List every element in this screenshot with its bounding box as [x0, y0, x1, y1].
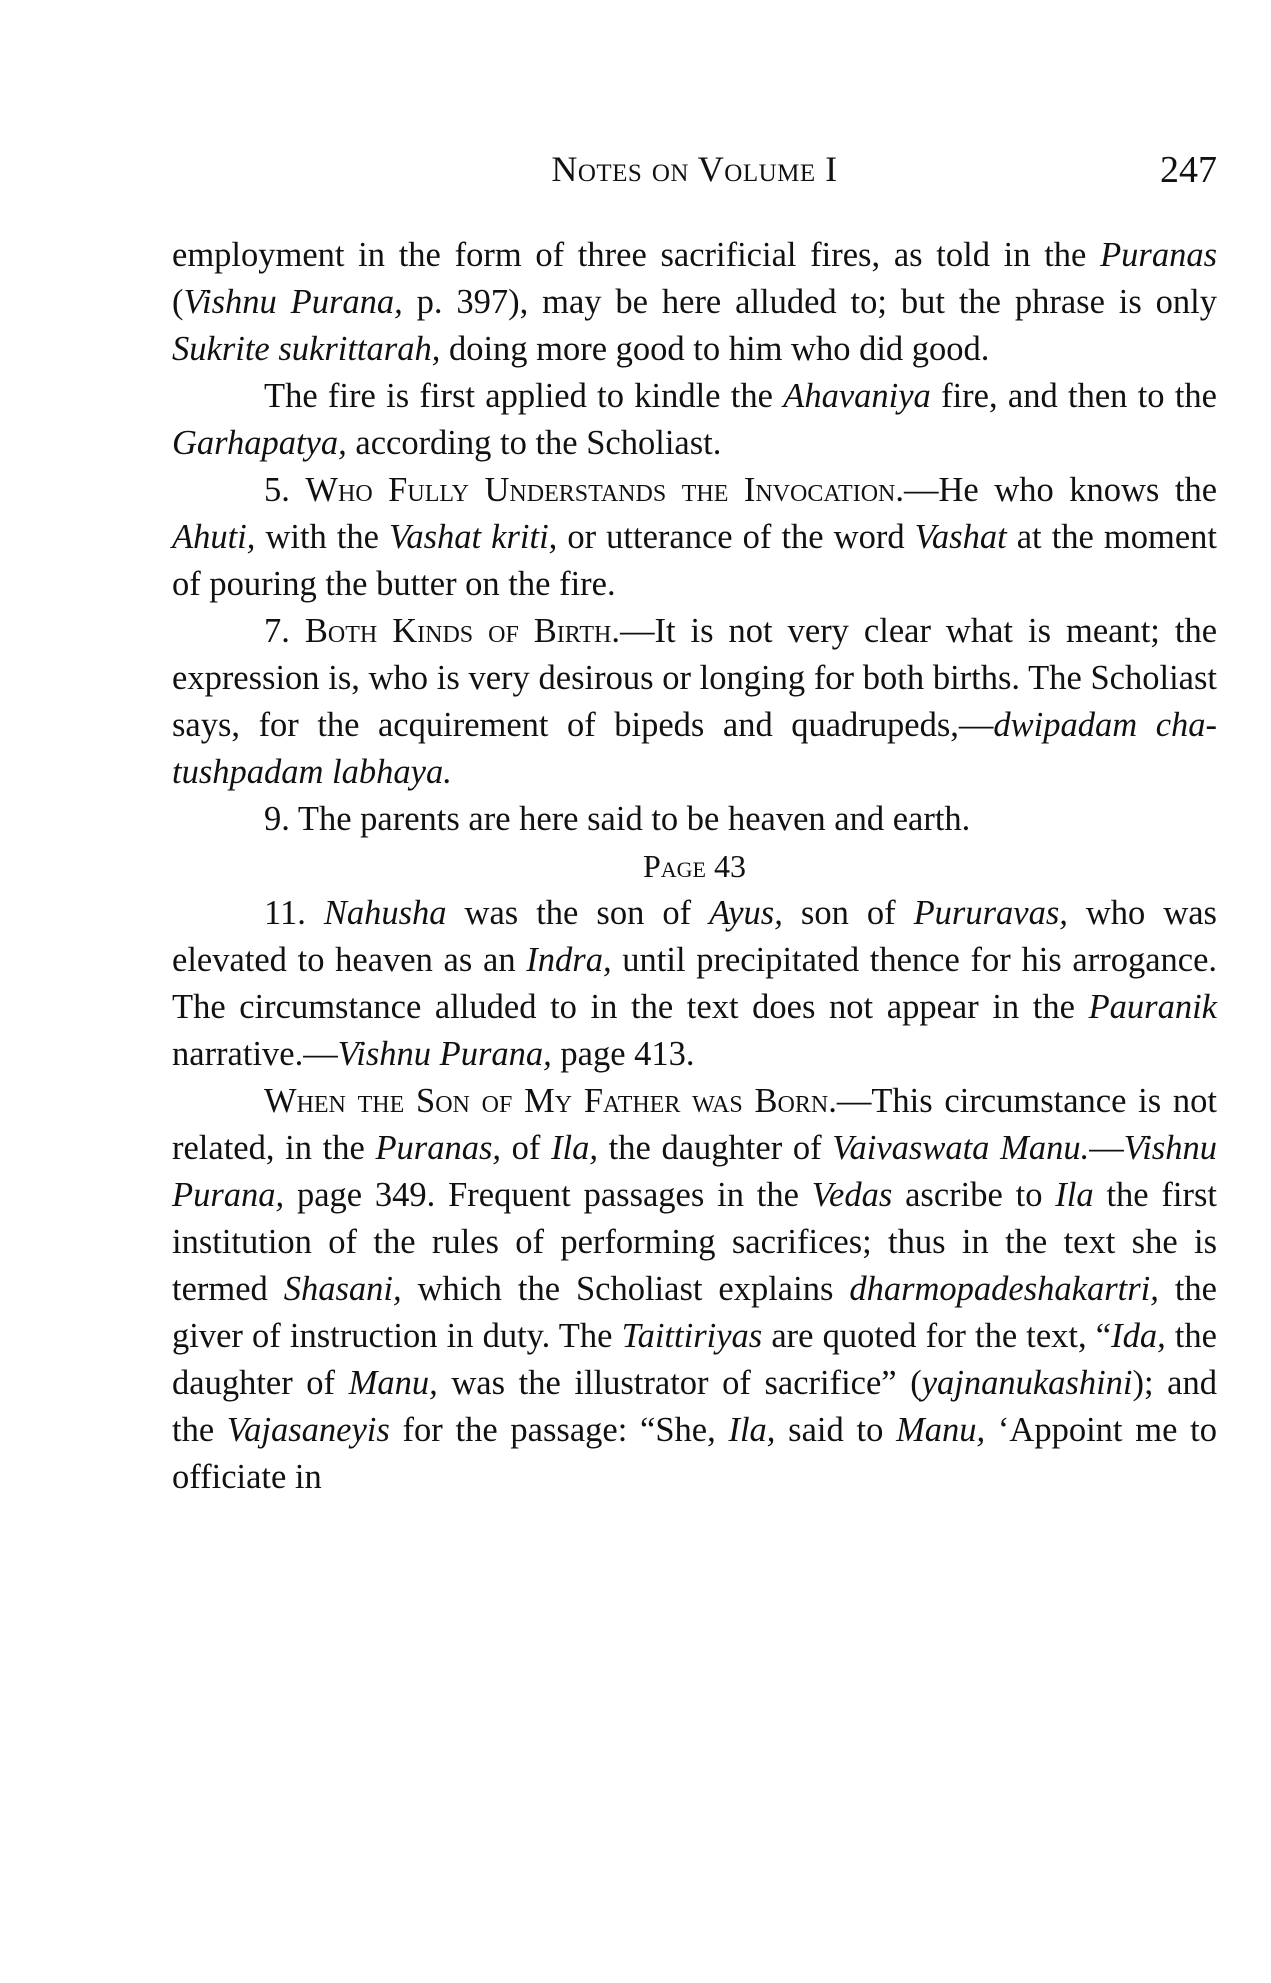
text-run: p. 397), may be here alluded to; but the phrase is only [402, 283, 1217, 321]
body-text [172, 232, 1217, 1501]
text-run: son of [782, 894, 914, 932]
text-run: the first institution of the rules of performing sacrifices; thus in the text she is termed [172, 1176, 1217, 1308]
note-paragraph [172, 467, 1217, 608]
italic-run: Pauranik [1088, 988, 1217, 1026]
text-run: at the moment of pouring the butter on the fire. [172, 518, 1217, 603]
section-heading: Page 43 [642, 848, 746, 884]
running-title: Notes on Volume I [551, 149, 838, 189]
text-run: page 349. Frequent passages in the [284, 1176, 812, 1214]
italic-run: Vashat kriti, [389, 518, 558, 556]
note-heading: Who Fully Understands the Invocation. [305, 471, 905, 509]
text-run: who was elevated to heaven as an [172, 894, 1217, 979]
italic-run: Vajasaneyis [226, 1411, 390, 1449]
text-run: said to [775, 1411, 897, 1449]
italic-run: Ayus, [709, 894, 783, 932]
italic-run: Vishnu Purana, [183, 283, 403, 321]
italic-run: Nahusha [323, 894, 447, 932]
text-run: employment in the form of three sacrificial fires, as told in the [172, 236, 1101, 274]
running-head [172, 148, 1217, 198]
italic-run: Ila [1055, 1176, 1094, 1214]
note-paragraph [172, 1078, 1217, 1501]
italic-run: Vashat [914, 518, 1007, 556]
paragraph [172, 373, 1217, 467]
text-run: according to the Scholiast. [346, 424, 722, 462]
text-run: ); and the [172, 1364, 1217, 1449]
paragraph [172, 232, 1217, 373]
note-paragraph [172, 796, 1217, 843]
italic-run: Ahavaniya [783, 377, 931, 415]
italic-run: Indra, [526, 941, 612, 979]
note-heading: When the Son of My Father was Born. [264, 1082, 837, 1120]
text-run: doing more good to him who did good. [440, 330, 990, 368]
note-paragraph [172, 890, 1217, 1078]
text-run: —This circumstance is not related, in the [172, 1082, 1217, 1167]
text-run: the giver of instruction in duty. The [172, 1270, 1217, 1355]
text-run: —It is not very clear what is meant; the expression is, who is very desirous or longing for both births. The Scholiast says, for the acquirement of bipeds and quadrupeds,— [172, 612, 1218, 744]
text-run: with the [255, 518, 390, 556]
italic-run: Ahuti, [172, 518, 256, 556]
italic-run: Garhapatya, [172, 424, 347, 462]
note-number: 11. [264, 894, 324, 932]
text-run: or utterance of the word [557, 518, 915, 556]
italic-run: Vedas [811, 1176, 893, 1214]
italic-run: Pururavas, [913, 894, 1068, 932]
italic-run: Ila, [551, 1129, 599, 1167]
italic-run: Manu, [348, 1364, 438, 1402]
text-run: the daughter of [598, 1129, 833, 1167]
text-run: which the Scholiast explains [401, 1270, 850, 1308]
text-run: —He who knows the [904, 471, 1218, 509]
italic-run: yajnanukashini [921, 1364, 1133, 1402]
italic-run: Shasani, [283, 1270, 402, 1308]
note-heading: Both Kinds of Birth. [304, 612, 620, 650]
text-run: fire, and then to the [930, 377, 1217, 415]
italic-run: dwipadam cha-tushpadam labhaya. [172, 706, 1217, 791]
italic-run: Taittiriyas [621, 1317, 763, 1355]
text-run: ‘Appoint me to officiate in [172, 1411, 1217, 1496]
text-run: 9. The parents are here said to be heaven and earth. [264, 800, 971, 838]
italic-run: Ida, [1111, 1317, 1166, 1355]
italic-run: Puranas [1100, 236, 1217, 274]
text-run: was the illustrator of sacrifice” ( [437, 1364, 922, 1402]
page-number: 247 [1160, 149, 1217, 191]
text-run: The fire is first applied to kindle the [264, 377, 784, 415]
text-run: was the son of [446, 894, 710, 932]
note-paragraph [172, 608, 1217, 796]
note-number: 7. [264, 612, 305, 650]
text-run: narrative.— [172, 1035, 338, 1073]
text-run: until precipitated thence for his arrogance. The circumstance alluded to in the text does not appear in the [172, 941, 1218, 1026]
italic-run: Vishnu Purana, [172, 1129, 1217, 1214]
text-run: ( [172, 283, 184, 321]
text-run: page 413. [551, 1035, 695, 1073]
italic-run: Ila, [728, 1411, 776, 1449]
italic-run: dharmopadeshakartri, [849, 1270, 1159, 1308]
text-run: for the passage: “She, [389, 1411, 729, 1449]
italic-run: Vishnu Purana, [337, 1035, 552, 1073]
note-number: 5. [264, 471, 306, 509]
italic-run: Sukrite sukrittarah, [172, 330, 441, 368]
text-run: — [1089, 1129, 1124, 1167]
text-run: are quoted for the text, “ [762, 1317, 1112, 1355]
text-run: of [501, 1129, 552, 1167]
italic-run: Manu, [896, 1411, 986, 1449]
italic-run: Vaivaswata Manu. [832, 1129, 1090, 1167]
text-run: the daughter of [172, 1317, 1217, 1402]
italic-run: Puranas, [375, 1129, 501, 1167]
text-run: ascribe to [892, 1176, 1056, 1214]
